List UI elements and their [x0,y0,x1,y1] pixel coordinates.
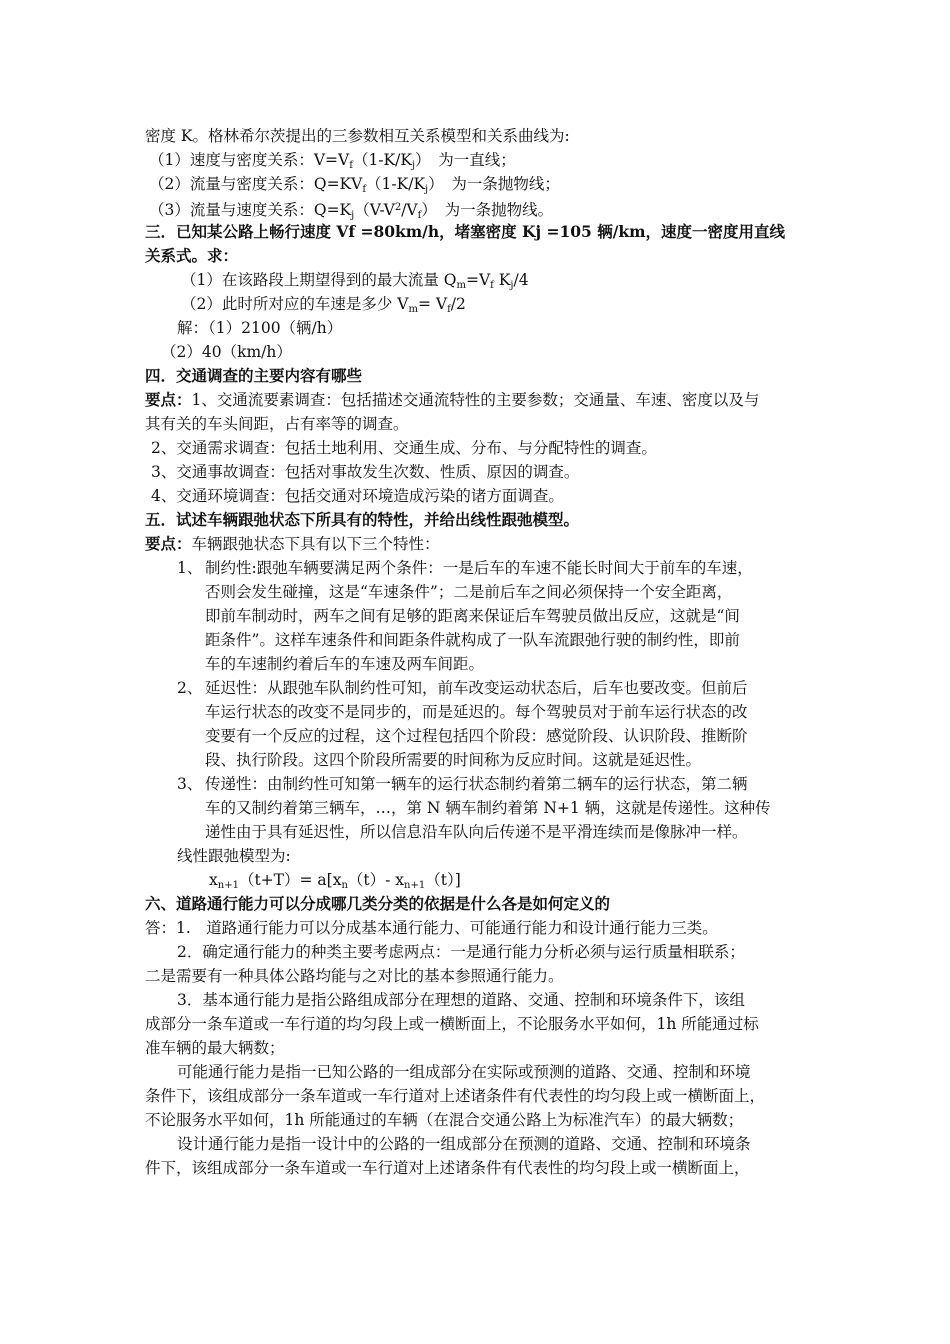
q6-title: 六、道路通行能力可以分成哪几类分类的依据是什么各是如何定义的 [145,894,611,913]
q3-item-max-flow: （1）在该路段上期望得到的最大流量 $Q_m=V_f$ $K_j/4$ [181,271,529,291]
item-text-line: 即前车制动时，两车之间有足够的距离来保证后车驾驶员做出反应，这就是“间 [205,607,740,625]
relation-flow-speed: （3）流量与速度关系：$Q=K_j(V-V^2/V_f)$ 为一条抛物线。 [149,201,554,221]
item-text-line: 车运行状态的改变不是同步的，而是延迟的。每个驾驶员对于前车运行状态的改 [205,703,748,721]
q4-point-1-cont: 其有关的车头间距，占有率等的调查。 [145,415,409,433]
q5-lead: 要点：车辆跟弛状态下具有以下三个特性： [145,534,440,553]
q5-item-transmission: 3、 传递性：由制约性可知第一辆车的运行状态制约着第二辆车的运行状态，第二辆 车的又制约着第三辆车，…，第 N 辆车制约着第 N+1 辆，这就是传递性。这种传 递性由于具有延迟性，所以信息沿车队向后传递不是平滑连续而是像脉冲一样。 [145,772,813,844]
q6-answer-2: 2．确定通行能力的种类主要考虑两点：一是通行能力分析必须与运行质量相联系； [177,943,745,961]
relation-flow-density: （2）流量与密度关系：$Q=KV_f(1-K/K_j)$ 为一条抛物线； [149,175,560,195]
q5-title: 五．试述车辆跟弛状态下所具有的特性，并给出线性跟弛模型。 [145,510,580,529]
q3-answer-1: 解：（1）2100（辆/h） [177,319,343,337]
relation-speed-density: （1）速度与密度关系：$V=V_f(1-K/K_j)$ 为一直线； [149,151,516,171]
q6-answer-1: 答：1. 道路通行能力可以分成基本通行能力、可能通行能力和设计通行能力三类。 [145,919,718,937]
item-text-line: 变要有一个反应的过程，这个过程包括四个阶段：感觉阶段、认识阶段、推断阶 [205,727,748,745]
q6-answer-2-cont: 二是需要有一种具体公路均能与之对比的基本参照通行能力。 [145,967,564,985]
item-text-line: 否则会发生碰撞，这是“车速条件”；二是前后车之间必须保持一个安全距离， [205,583,733,601]
item-text-line: 车的车速制约着后车的车速及两车间距。 [205,655,485,673]
q3-title-line2: 关系式。求： [145,246,239,265]
q4-point-1: 要点：1、交通流要素调查：包括描述交通流特性的主要参数；交通量、车速、密度以及与 [145,390,760,409]
q6-answer-3-cont: 准车辆的最大辆数； [145,1039,285,1057]
item-text-line: 段、执行阶段。这四个阶段所需要的时间称为反应时间。这就是延迟性。 [205,751,702,769]
q5-item-delay: 2、 延迟性：从跟弛车队制约性可知，前车改变运动状态后，后车也要改变。但前后 车运行状态的改变不是同步的，而是延迟的。每个驾驶员对于前车运行状态的改 变要有一个反应的过程，这个过程包括四个阶段：感觉阶段、认识阶段、推断阶 段、执行阶段。这四个阶段所需要的时间称为反应时间。这就是延迟性。 [145,676,813,772]
q5-model-label: 线性跟弛模型为: [177,847,291,865]
q6-answer-3-cont: 成部分一条车道或一车行道的均匀段上或一横断面上，不论服务水平如何，1h 所能通过标 [145,1015,759,1033]
q4-point-2: 2、交通需求调查：包括土地利用、交通生成、分布、与分配特性的调查。 [151,439,657,457]
intro-line: 密度 K。格林希尔茨提出的三参数相互关系模型和关系曲线为: [145,127,570,145]
item-text-line: 递性由于具有延迟性，所以信息沿车队向后传递不是平滑连续而是像脉冲一样。 [205,823,748,841]
q3-answer-2: （2）40（km/h） [161,343,292,361]
q6-possible-capacity: 可能通行能力是指一已知公路的一组成部分在实际或预测的道路、交通、控制和环境 [177,1063,751,1081]
item-number: 2、 [177,679,203,697]
q4-point-3: 3、交通事故调查：包括对事故发生次数、性质、原因的调查。 [151,463,580,481]
q5-model-formula: $x_{n+1}(t+T)= a[x_n(t)-$ $x_{n+1}(t)$] [209,871,461,891]
q3-title-line1: 三．已知某公路上畅行速度 Vf =80km/h，堵塞密度 Kj =105 辆/km，速度一密度用直线 [145,222,786,241]
q4-title: 四．交通调查的主要内容有哪些 [145,366,363,385]
item-text-line: 距条件”。这样车速条件和间距条件就构成了一队车流跟弛行驶的制约性，即前 [205,631,740,649]
q6-design-capacity: 设计通行能力是指一设计中的公路的一组成部分在预测的道路、交通、控制和环境条 [177,1135,751,1153]
q6-possible-capacity-cont: 条件下，该组成部分一条车道或一车行道对上述诸条件有代表性的均匀段上或一横断面上， [145,1087,766,1105]
item-number: 3、 [177,775,203,793]
q6-design-capacity-cont: 件下，该组成部分一条车道或一车行道对上述诸条件有代表性的均匀段上或一横断面上， [145,1159,750,1177]
q6-answer-3: 3．基本通行能力是指公路组成部分在理想的道路、交通、控制和环境条件下，该组 [177,991,745,1009]
document-page [145,124,813,1180]
q3-item-speed: （2）此时所对应的车速是多少 $V_m= V_f/2$ [181,295,466,315]
q5-item-restraint: 1、 制约性:跟弛车辆要满足两个条件：一是后车的车速不能长时间大于前车的车速， 否则会发生碰撞，这是“车速条件”；二是前后车之间必须保持一个安全距离， 即前车制动时，两车之间有足够的距离来保证后车驾驶员做出反应，这就是“间 距条件”。这样车速条件和间距条件就构成了一队车流跟弛行驶的制约性，即前 车的车速制约着后车的车速及两车间距。 [145,556,813,676]
q6-possible-capacity-cont: 不论服务水平如何，1h 所能通过的车辆（在混合交通公路上为标准汽车）的最大辆数； [145,1111,744,1129]
item-text-line: 车的又制约着第三辆车，…，第 N 辆车制约着第 N+1 辆，这就是传递性。这种传 [205,799,771,817]
q4-point-4: 4、交通环境调查：包括交通对环境造成污染的诸方面调查。 [151,487,564,505]
item-number: 1、 [177,559,203,577]
